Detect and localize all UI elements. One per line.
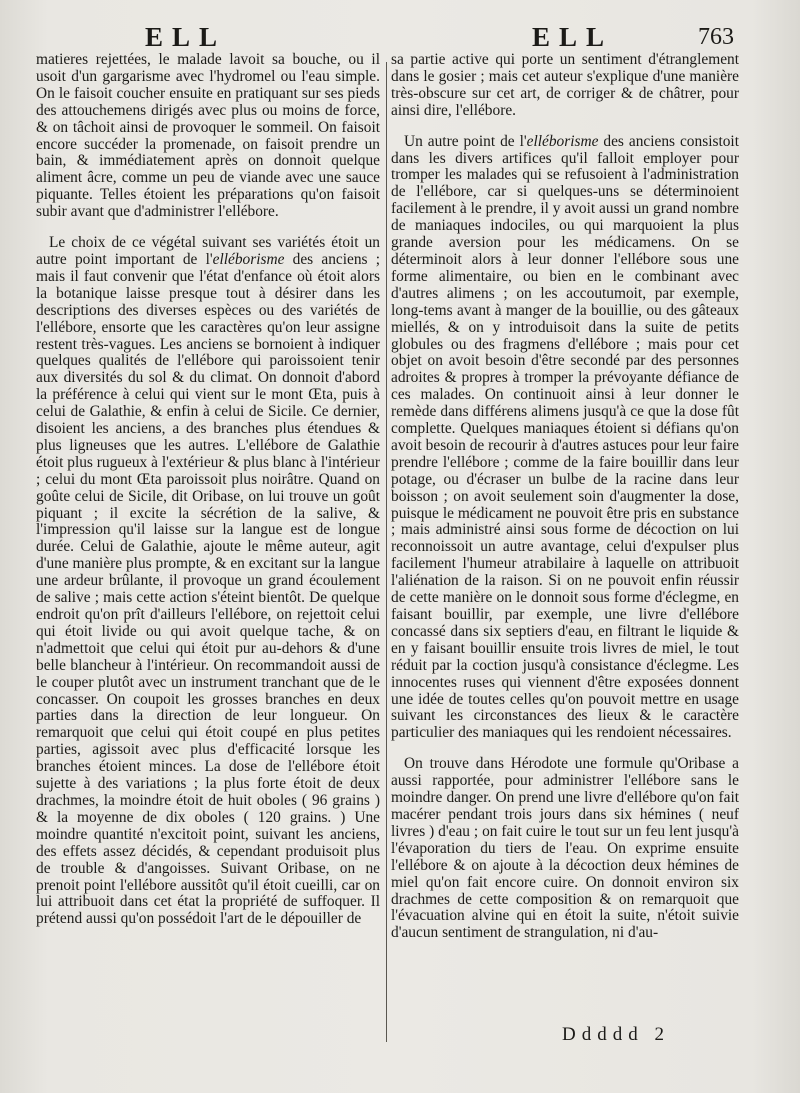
column-divider — [386, 62, 387, 1042]
right-paragraph-3: On trouve dans Hérodote une formule qu'Oribase a aussi rapportée, pour administrer l'ellébore sans le moindre danger. On prend une livre d'ellébore qu'on fait macérer pendant trois jours dans six hémines ( neuf livres ) d'eau ; on fait cuire le tout sur un feu lent jusqu'à l'évaporation du tiers de l'eau. On exprime ensuite l'ellébore & on ajoute à la décoction deux hémines de miel qu'on fait encore cuire. On donnoit environ six drachmes de cette composition & on remarquoit que l'évacuation alvine qui en étoit la suite, n'étoit suivie d'aucun sentiment de strangulation, ni d'au- — [391, 755, 739, 942]
right-column — [391, 52, 739, 956]
right-paragraph-2-rest: des anciens consistoit dans les divers artifices qu'il falloit employer pour tromper les malades qui se refusoient à l'administration de l'ellébore, car si quelques-uns se déterminoient facilement à le prendre, il y avoit aussi un grand nombre de maniaques indociles, ou qui marquoient la plus grande aversion pour les médicamens. On se déterminoit alors à leur donner l'ellébore sous une forme alimentaire, ou bien en le combinant avec d'autres alimens ; on les accoutumoit, par exemple, long-tems avant à manger de la bouillie, ou des gâteaux miellés, & on y introduisoit dans la suite de petits globules ou des fragmens d'ellébore ; mais pour cet objet on avoit besoin d'être secondé par des personnes adroites & propres à tromper la prévoyante défiance de ces malades. On continuoit ainsi à leur donner le remède dans différens alimens jusqu'à ce que la dose fût complette. Quelques maniaques étoient si défians qu'on avoit besoin de recourir à d'autres astuces pour leur faire prendre l'ellébore ; comme de la faire bouillir dans leur potage, ou d'écraser un bulbe de la racine dans leur boisson ; on avoit seulement soin d'augmenter la dose, puisque le médicament ne pouvoit être pris en substance ; mais administré ainsi sous forme de décoction on lui reconnoissoit un autre avantage, celui d'expulser plus facilement l'humeur atrabilaire à laquelle on attribuoit l'aliénation de la raison. Si on ne pouvoit enfin réussir de cette manière on le donnoit sous forme d'éclegme, en faisant bouillir, par exemple, une livre d'ellébore concassé dans six septiers d'eau, en filtrant le liquide & en y faisant bouillir ensuite trois livres de miel, le tout réduit par la coction jusqu'à consistance d'éclegme. Les innocentes ruses qui viennent d'être exposées donnent une idée de toutes celles qu'on pouvoit mettre en usage suivant les circonstances des lieux & le caractère particulier des maniaques qui les rendoient nécessaires. — [391, 132, 739, 742]
right-paragraph-2-term: elléborisme — [526, 132, 599, 150]
right-paragraph-2-start: Un autre point de l' — [404, 132, 527, 150]
right-paragraph-2 — [391, 134, 739, 743]
left-paragraph-2-rest: des anciens ; mais il faut convenir que l'état d'enfance où étoit alors la botanique laisse presque tout à désirer dans les descriptions des diverses espèces ou des variétés de l'ellébore, ensorte que les caractères qu'on leur assigne restent très-vagues. Les anciens se bornoient à indiquer quelques qualités de l'ellébore qui paroissoient tenir aux diversités du sol & du climat. On donnoit d'abord la préférence à celui qui vient sur le mont Œta, puis à celui de Galathie, & enfin à celui de Sicile. Ce dernier, disoient les anciens, a des branches plus étendues & plus ligneuses que les autres. L'ellébore de Galathie étoit plus rugueux à l'extérieur & plus blanc à l'intérieur ; celui du mont Œta paroissoit plus noirâtre. Quand on goûte celui de Sicile, dit Oribase, on lui trouve un goût piquant ; il excite la sécrétion de la salive, & l'impression qu'il laisse sur la langue est de longue durée. Celui de Galathie, ajoute le même auteur, agit d'une manière plus prompte, & en excitant sur la langue une ardeur brûlante, il provoque un grand écoulement de salive ; mais cette action s'éteint bientôt. De quelque endroit qu'on prît d'ailleurs l'ellébore, on rejettoit celui qui étoit livide ou qui avoit quelque tache, & on n'admettoit que celui qui étoit pur au-dehors & d'une belle blancheur à l'intérieur. On recommandoit aussi de le couper plutôt avec un instrument tranchant que de le concasser. On coupoit les grosses branches en deux parties dans la direction de leur longueur. On remarquoit que celui qui étoit coupé en plus petites parties, agissoit avec plus d'efficacité lorsque les branches étoient minces. La dose de l'ellébore étoit sujette à des variations ; la plus forte étoit de deux drachmes, la moindre étoit de huit oboles ( 96 grains ) & la moyenne de dix oboles ( 120 grains. ) Une moindre quantité n'excitoit point, suivant les anciens, des effets assez décidés, & cependant produisoit plus de trouble & d'angoisses. Suivant Oribase, on ne prenoit point l'ellébore aussitôt qu'il étoit cueilli, car on lui attribuoit dans cet état la propriété de suffoquer. Il prétend aussi qu'on possédoit l'art de le dépouiller de — [36, 250, 380, 928]
left-paragraph-1: matieres rejettées, le malade lavoit sa bouche, ou il usoit d'un gargarisme avec l'hydromel ou l'eau simple. On le faisoit coucher ensuite en pratiquant sur ses pieds des attouchemens dirigés avec plus ou moins de force, & on tâchoit ainsi de provoquer le sommeil. On faisoit encore succéder la promenade, on faisoit prendre un bain, & immédiatement après on donnoit quelque aliment âcre, comme un peu de viande avec une sauce piquante. Telles étoient les préparations qu'on faisoit subir avant que d'administrer l'ellébore. — [36, 51, 380, 221]
left-paragraph-2-start: Le choix de ce végétal suivant ses variétés étoit un autre point important de l' — [36, 234, 380, 268]
header-left-title: ELL — [145, 22, 227, 52]
right-paragraph-1: sa partie active qui porte un sentiment d'étranglement dans le gosier ; mais cet auteur s'explique d'une manière très-obscure sur cet art, de corriger & de châtrer, pour ainsi dire, l'ellébore. — [391, 51, 739, 119]
left-paragraph-2-term: elléborisme — [212, 250, 285, 268]
header-right-title: ELL — [532, 22, 614, 52]
page-number: 763 — [698, 24, 734, 50]
left-column — [36, 52, 380, 942]
running-header — [0, 18, 800, 54]
left-paragraph-2 — [36, 235, 380, 928]
signature-mark: Ddddd 2 — [562, 1024, 670, 1045]
